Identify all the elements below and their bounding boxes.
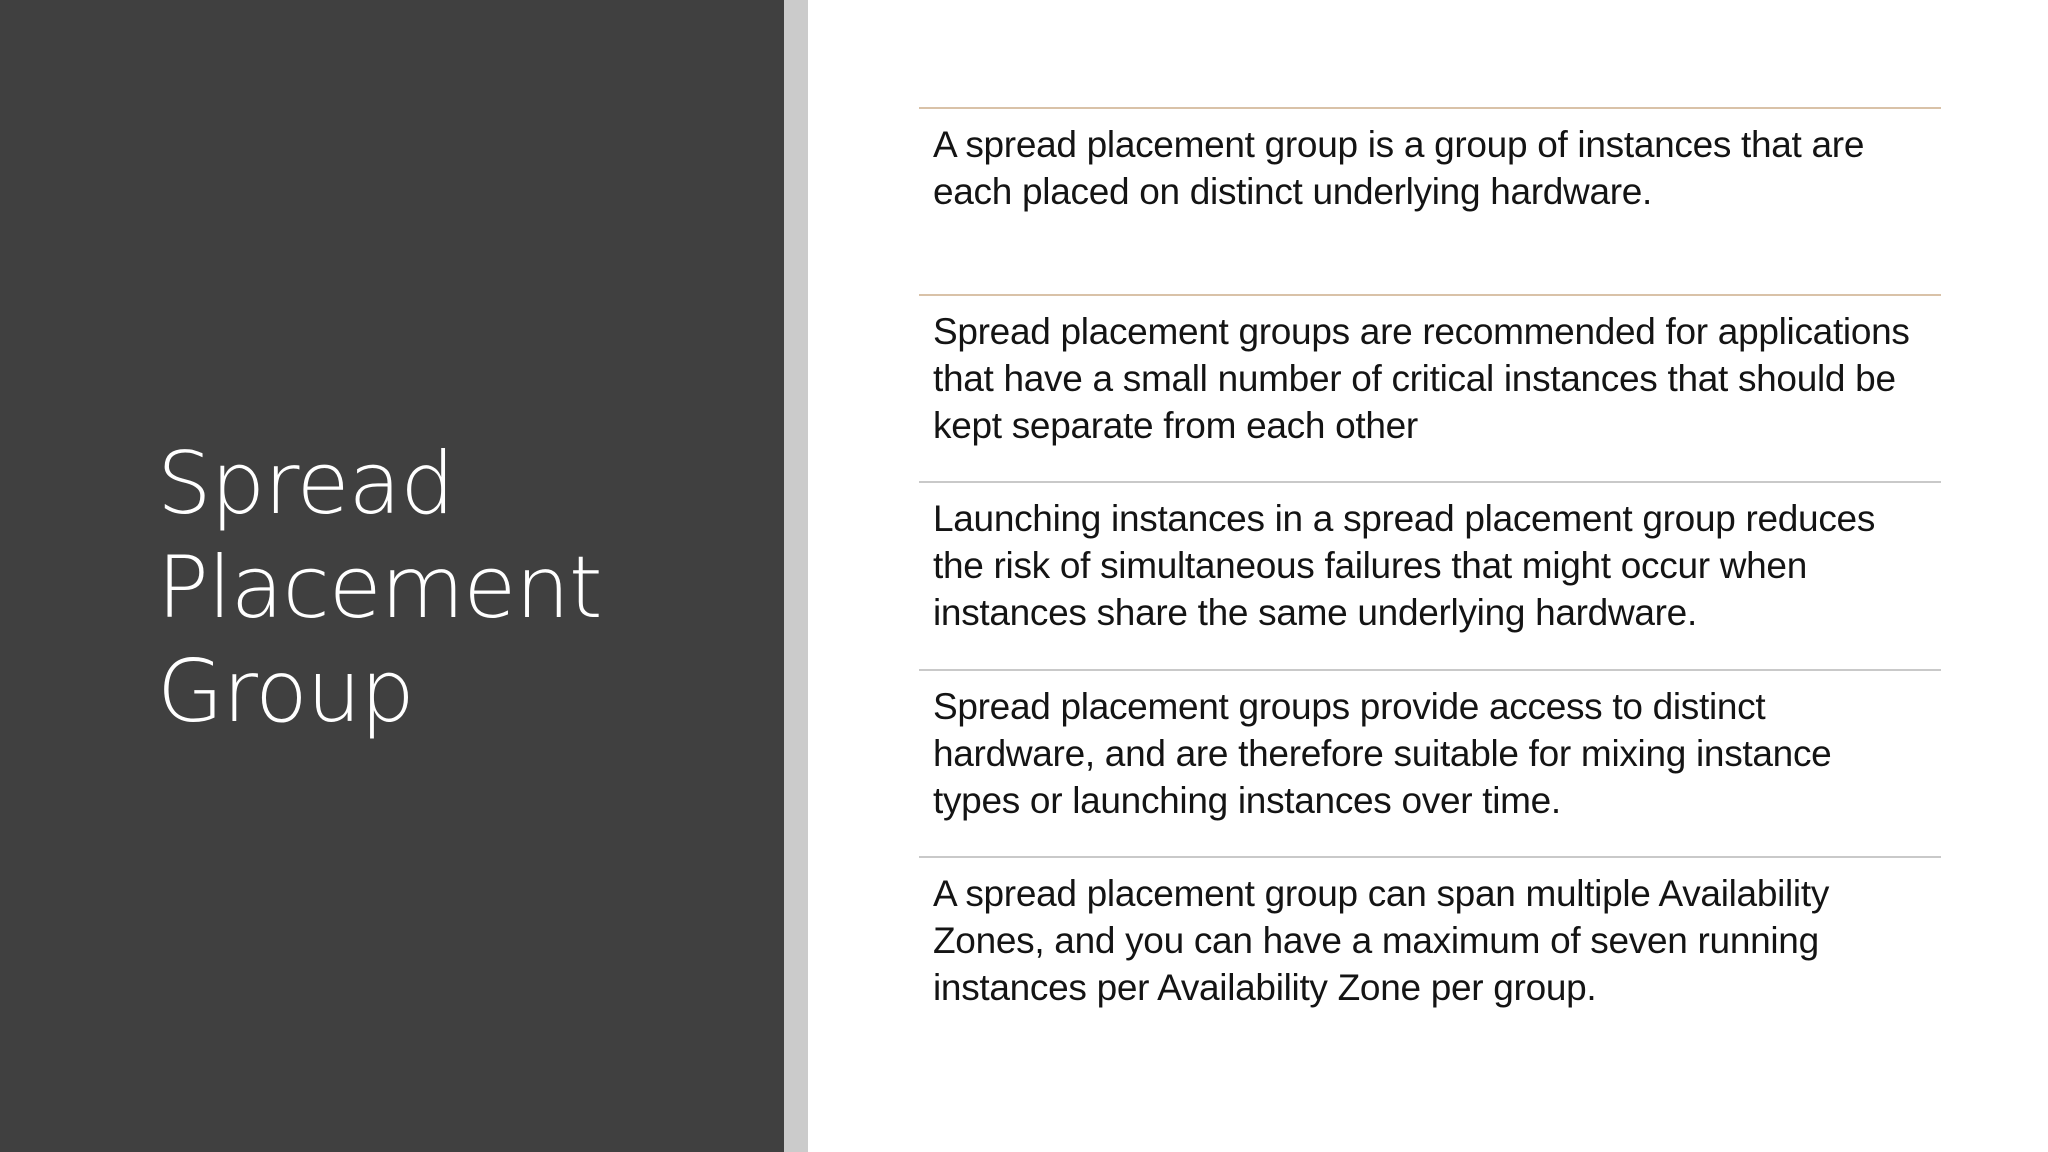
list-item: A spread placement group can span multiple Availability Zones, and you can have a maximum of seven running instances per Availability Zone per group. [919, 856, 1941, 1043]
slide-title-line: Spread [157, 434, 454, 534]
list-item: Launching instances in a spread placement group reduces the risk of simultaneous failures that might occur when instances share the same underlying hardware. [919, 481, 1941, 668]
panel-divider [784, 0, 808, 1152]
content-list [919, 107, 1941, 1043]
slide-title-line: Group [157, 642, 414, 742]
title-panel [0, 0, 784, 1152]
slide-title-line: Placement [157, 538, 602, 638]
list-item: A spread placement group is a group of instances that are each placed on distinct underlying hardware. [919, 107, 1941, 294]
slide-title [157, 432, 757, 744]
list-item: Spread placement groups provide access to distinct hardware, and are therefore suitable for mixing instance types or launching instances over time. [919, 669, 1941, 856]
list-item: Spread placement groups are recommended for applications that have a small number of critical instances that should be kept separate from each other [919, 294, 1941, 481]
